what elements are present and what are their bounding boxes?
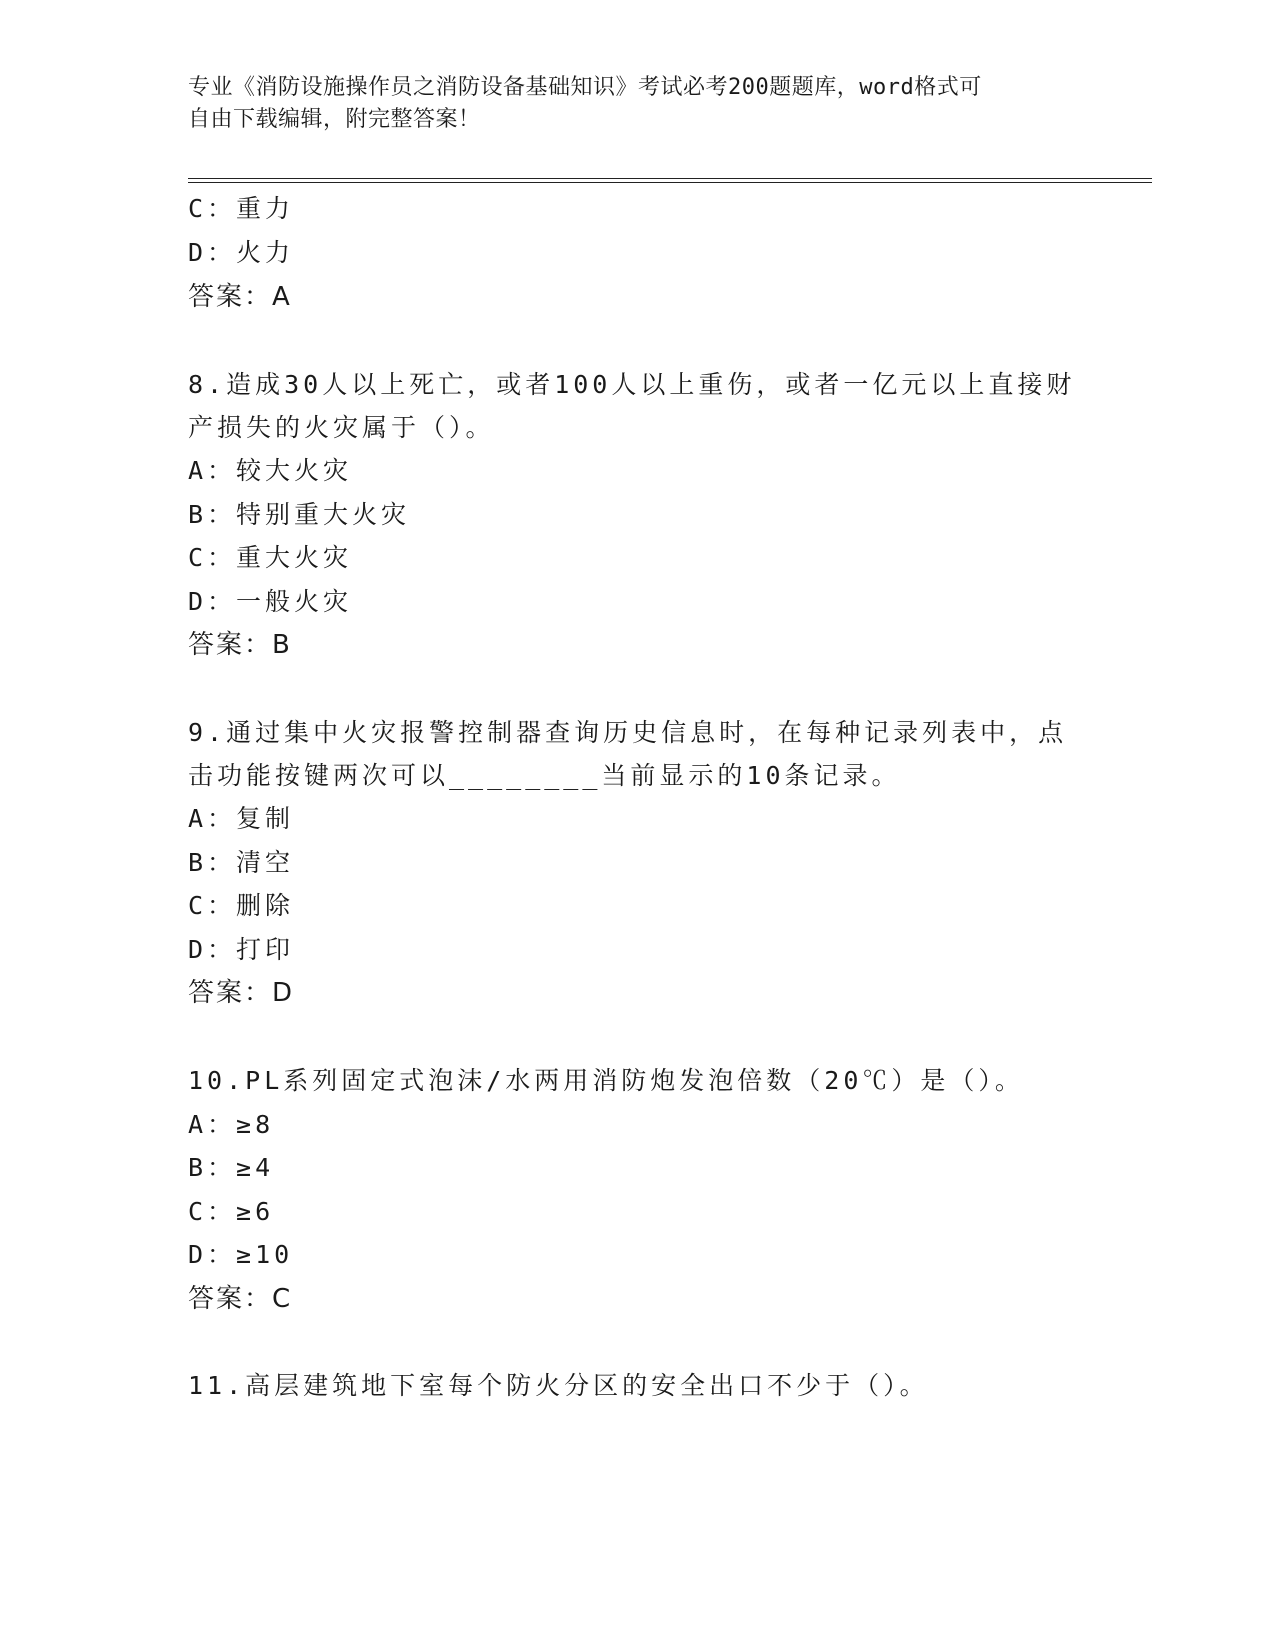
q9-answer: 答案：D xyxy=(188,978,295,1008)
q9-option-c: C：删除 xyxy=(188,891,295,920)
q9-stem-line-2: 击功能按键两次可以________当前显示的10条记录。 xyxy=(188,761,901,790)
header-divider-bottom xyxy=(188,182,1152,183)
q8-stem-line-2: 产损失的火灾属于（）。 xyxy=(188,413,495,442)
q10-option-c: C：≥6 xyxy=(188,1197,275,1226)
q7-option-c: C：重力 xyxy=(188,194,295,223)
q10-stem-line-1: 10.PL系列固定式泡沫/水两用消防炮发泡倍数（20℃）是（）。 xyxy=(188,1066,1024,1095)
document-header xyxy=(188,72,1068,136)
header-line-2: 自由下载编辑，附完整答案！ xyxy=(188,107,481,132)
q8-answer: 答案：B xyxy=(188,630,292,660)
q9-option-a: A：复制 xyxy=(188,804,295,833)
q9-option-d: D：打印 xyxy=(188,935,295,964)
q9-stem-line-1: 9.通过集中火灾报警控制器查询历史信息时，在每种记录列表中，点 xyxy=(188,718,1068,747)
q7-answer: 答案：A xyxy=(188,282,292,312)
q7-option-d: D：火力 xyxy=(188,238,295,267)
q10-option-d: D：≥10 xyxy=(188,1240,294,1269)
q8-stem-line-1: 8.造成30人以上死亡，或者100人以上重伤，或者一亿元以上直接财 xyxy=(188,370,1076,399)
q8-option-c: C：重大火灾 xyxy=(188,543,353,572)
q8-option-a: A：较大火灾 xyxy=(188,456,353,485)
q10-option-a: A：≥8 xyxy=(188,1110,275,1139)
header-divider-top xyxy=(188,178,1152,179)
q10-option-b: B：≥4 xyxy=(188,1153,275,1182)
q8-option-b: B：特别重大火灾 xyxy=(188,500,411,529)
q9-option-b: B：清空 xyxy=(188,848,295,877)
q10-answer: 答案：C xyxy=(188,1284,293,1314)
q8-option-d: D：一般火灾 xyxy=(188,587,353,616)
header-line-1: 专业《消防设施操作员之消防设备基础知识》考试必考200题题库，word格式可 xyxy=(188,75,982,100)
q11-stem-line-1: 11.高层建筑地下室每个防火分区的安全出口不少于（）。 xyxy=(188,1371,929,1400)
